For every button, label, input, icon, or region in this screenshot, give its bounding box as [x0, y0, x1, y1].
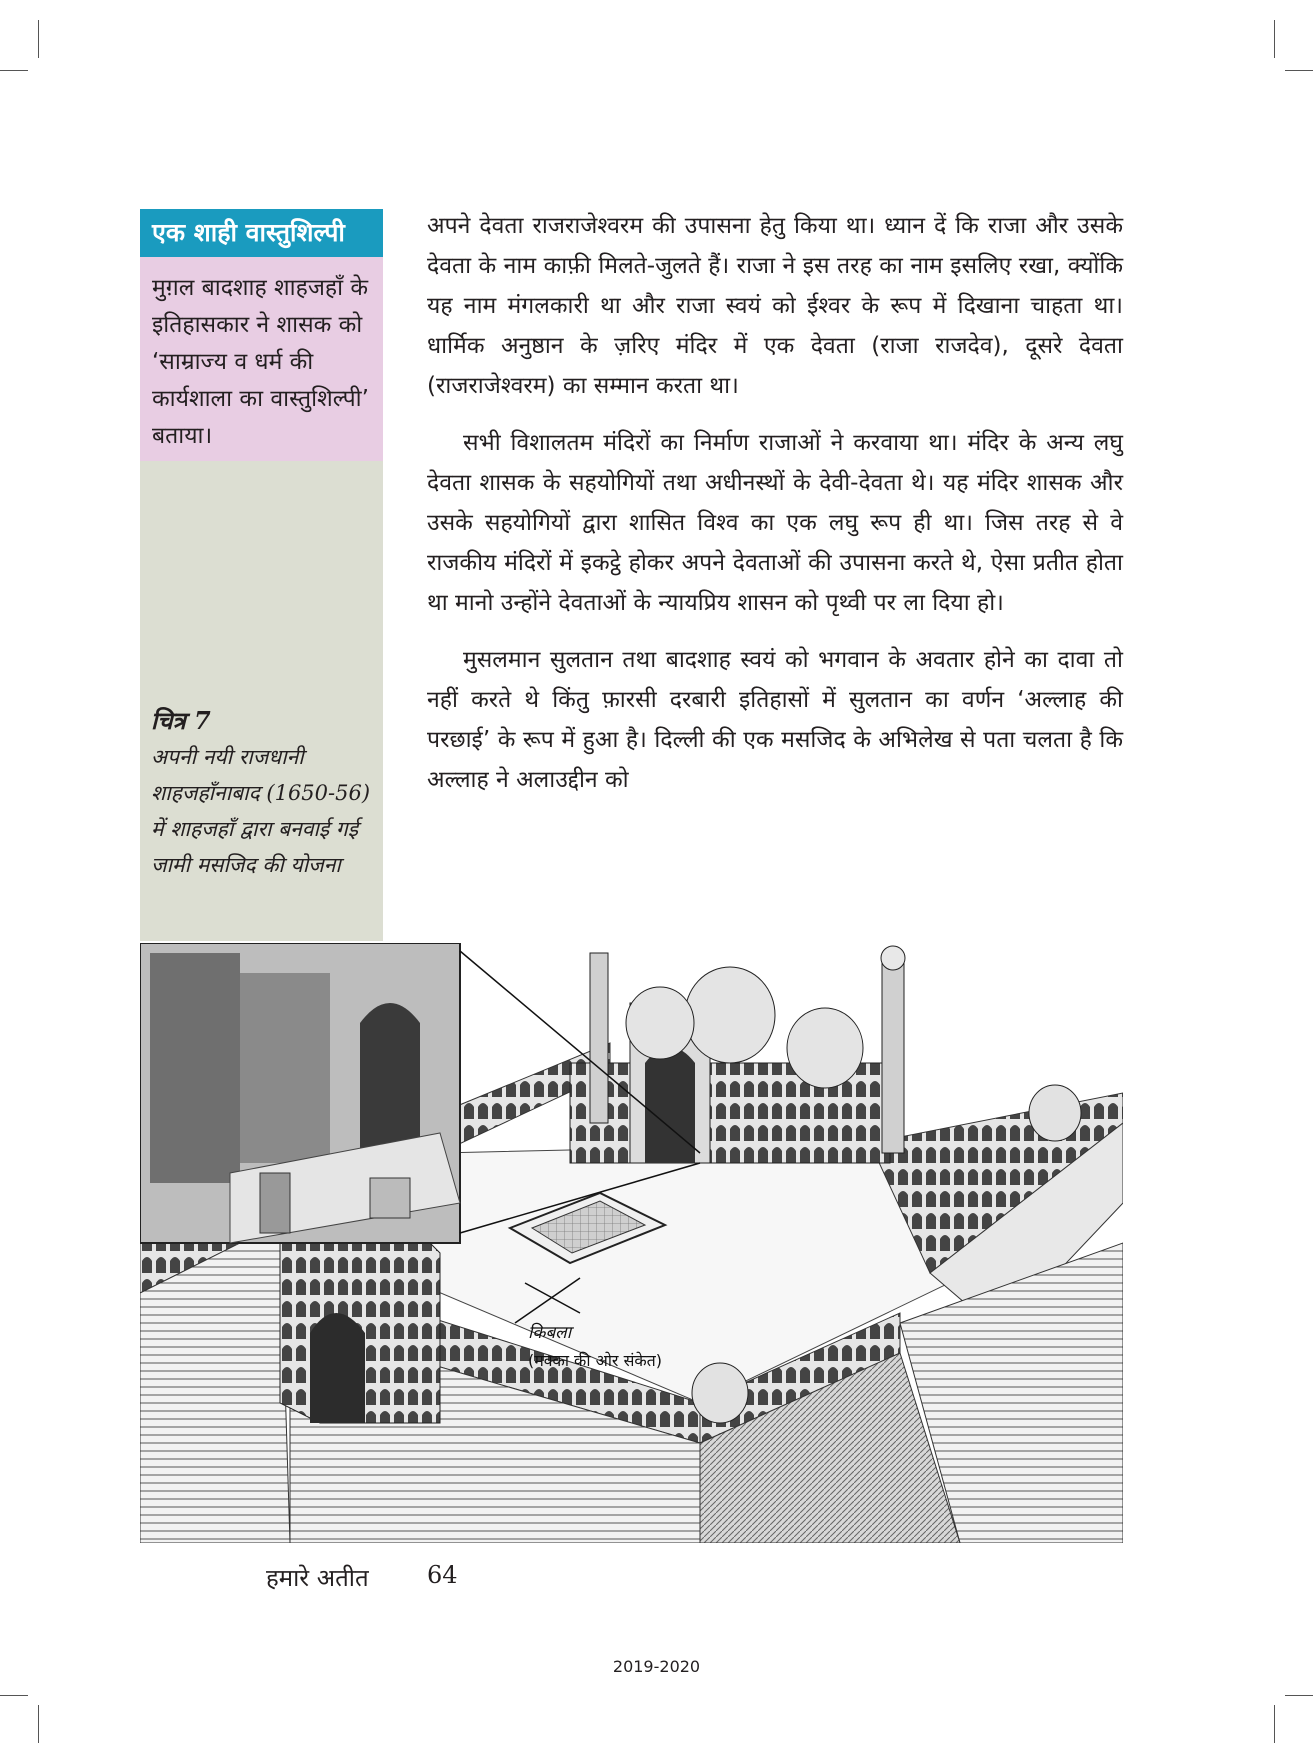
figure-caption [151, 703, 383, 883]
crop-mark [0, 1695, 28, 1696]
crop-mark [0, 70, 28, 71]
crop-mark [1285, 1695, 1313, 1696]
book-title: हमारे अतीत [266, 1564, 369, 1592]
page-number: 64 [427, 1561, 458, 1589]
caption-title: चित्र 7 [151, 706, 211, 735]
crop-mark [38, 1705, 39, 1743]
paragraph: मुसलमान सुलतान तथा बादशाह स्वयं को भगवान के अवतार होने का दावा तो नहीं करते थे किंतु फ़ारसी दरबारी इतिहासों में सुलतान का वर्णन ‘अल्लाह की परछाई’ के रूप में हुआ है। दिल्ली की एक मसजिद के अभिलेख से पता चलता है कि अल्लाह ने अलाउद्दीन को [427, 647, 1123, 793]
qibla-note: (मक्का की ओर संकेत) [528, 1351, 663, 1370]
crop-mark [38, 20, 39, 58]
sidebar-heading: एक शाही वास्तुशिल्पी [140, 209, 383, 257]
edition-year: 2019-2020 [612, 1657, 701, 1676]
sidebar-text: मुग़ल बादशाह शाहजहाँ के इतिहासकार ने शासक को ‘साम्राज्य व धर्म की कार्यशाला का वास्तुशिल्पी’ बताया। [152, 275, 369, 449]
main-text [427, 206, 1123, 817]
sidebar-box [140, 257, 383, 461]
paragraph: अपने देवता राजराजेश्वरम की उपासना हेतु किया था। ध्यान दें कि राजा और उसके देवता के नाम काफ़ी मिलते-जुलते हैं। राजा ने इस तरह का नाम इसलिए रखा, क्योंकि यह नाम मंगलकारी था और राजा स्वयं को ईश्वर के रूप में दिखाना चाहता था। धार्मिक अनुष्ठान के ज़रिए मंदिर में एक देवता (राजा राजदेव), दूसरे देवता (राजराजेश्वरम) का सम्मान करता था। [427, 213, 1123, 399]
paragraph: सभी विशालतम मंदिरों का निर्माण राजाओं ने करवाया था। मंदिर के अन्य लघु देवता शासक के सहयोगियों तथा अधीनस्थों के देवी-देवता थे। यह मंदिर शासक और उसके सहयोगियों द्वारा शासित विश्व का एक लघु रूप ही था। जिस तरह से वे राजकीय मंदिरों में इकट्ठे होकर अपने देवताओं की उपासना करते थे, ऐसा प्रतीत होता था मानो उन्होंने देवताओं के न्यायप्रिय शासन को पृथ्वी पर ला दिया हो। [427, 430, 1123, 616]
crop-mark [1274, 1705, 1275, 1743]
crop-mark [1274, 20, 1275, 58]
mosque-illustration [140, 943, 1123, 1543]
caption-text: अपनी नयी राजधानी शाहजहाँनाबाद (1650-56) में शाहजहाँ द्वारा बनवाई गई जामी मसजिद की योजना [151, 745, 371, 877]
qibla-label: किबला [528, 1323, 572, 1343]
crop-mark [1285, 70, 1313, 71]
